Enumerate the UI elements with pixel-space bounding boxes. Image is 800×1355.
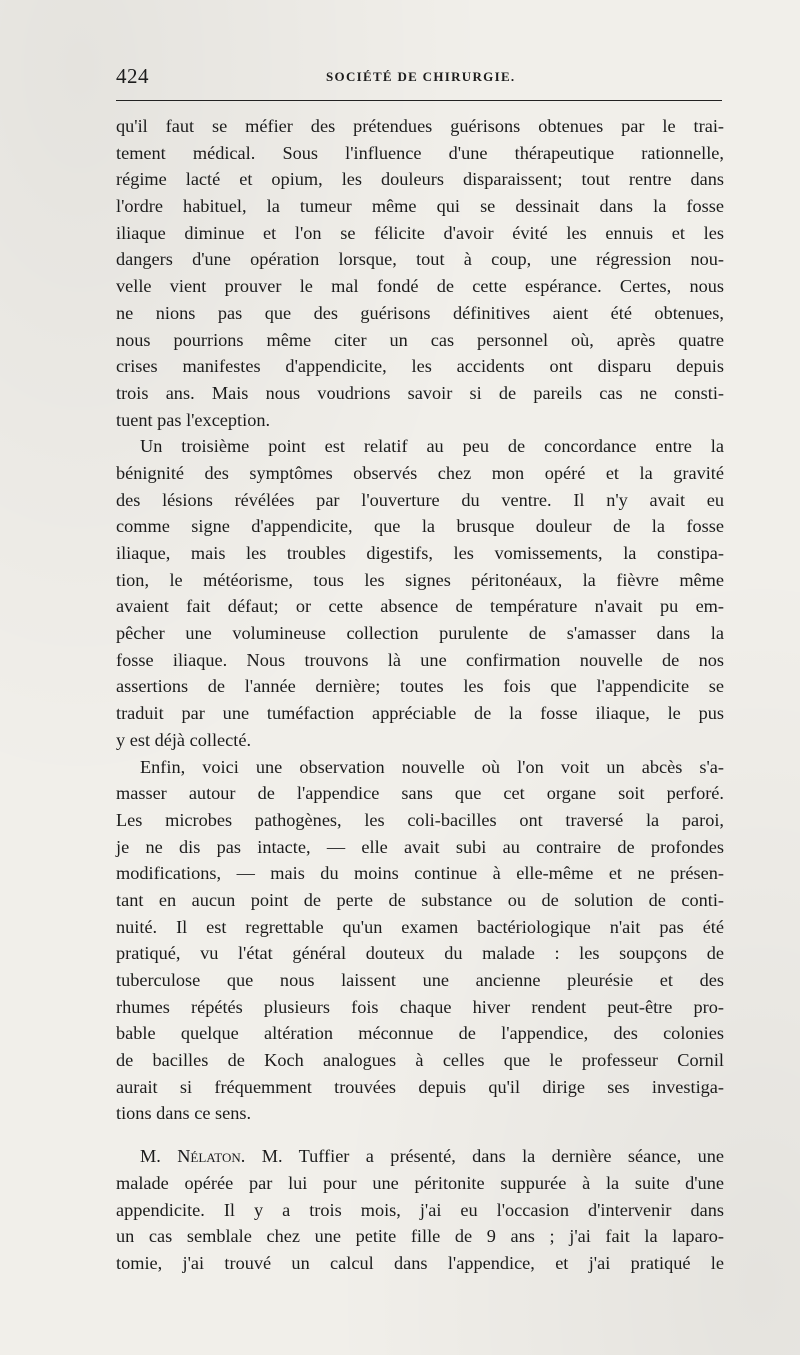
text-line: crises manifestes d'appendicite, les accidents ont disparu depuis bbox=[116, 356, 724, 377]
text-line: Enfin, voici une observation nouvelle où l'on voit un abcès s'a- bbox=[140, 756, 724, 777]
text-line: de bacilles de Koch analogues à celles que le professeur Cornil bbox=[116, 1050, 724, 1071]
text-line: Les microbes pathogènes, les coli-bacilles ont traversé la paroi, bbox=[116, 809, 724, 830]
paragraph-2 bbox=[116, 433, 724, 753]
text-line: un cas semblale chez une petite fille de 9 ans ; j'ai fait la laparo- bbox=[116, 1226, 724, 1247]
text-line: assertions de l'année dernière; toutes les fois que l'appendicite se bbox=[116, 676, 724, 697]
text-line: nous pourrions même citer un cas personnel où, après quatre bbox=[116, 329, 724, 350]
text-line bbox=[116, 1143, 724, 1170]
text-line: tuent pas l'exception. bbox=[116, 409, 271, 430]
text-line: fosse iliaque. Nous trouvons là une confirmation nouvelle de nos bbox=[116, 649, 724, 670]
text-line: pêcher une volumineuse collection purulente de s'amasser dans la bbox=[116, 623, 724, 644]
text-line: comme signe d'appendicite, que la brusque douleur de la fosse bbox=[116, 516, 724, 537]
speaker-name: M. Nélaton. bbox=[140, 1146, 246, 1167]
text-line: je ne dis pas intacte, — elle avait subi au contraire de profondes bbox=[116, 836, 724, 857]
text-line: rhumes répétés plusieurs fois chaque hiver rendent peut-être pro- bbox=[116, 996, 724, 1017]
text-line: tement médical. Sous l'influence d'une thérapeutique rationnelle, bbox=[116, 142, 724, 163]
body-text bbox=[116, 113, 724, 1277]
text-line: pratiqué, vu l'état général douteux du malade : les soupçons de bbox=[116, 943, 724, 964]
text-line: avaient fait défaut; or cette absence de température n'avait pu em- bbox=[116, 596, 724, 617]
text-line: tions dans ce sens. bbox=[116, 1103, 252, 1124]
text-line: tuberculose que nous laissent une ancienne pleurésie et des bbox=[116, 970, 724, 990]
text-line: tion, le météorisme, tous les signes péritonéaux, la fièvre même bbox=[116, 569, 724, 590]
text-line: Un troisième point est relatif au peu de concordance entre la bbox=[140, 436, 724, 457]
text-line: masser autour de l'appendice sans que cet organe soit perforé. bbox=[116, 783, 724, 804]
paragraph-1 bbox=[116, 113, 724, 433]
text-line: iliaque diminue et l'on se félicite d'avoir évité les ennuis et les bbox=[116, 222, 724, 243]
text-line: traduit par une tuméfaction appréciable de la fosse iliaque, le pus bbox=[116, 703, 724, 724]
text-line: l'ordre habituel, la tumeur même qui se dessinait dans la fosse bbox=[116, 196, 724, 217]
text-line: y est déjà collecté. bbox=[116, 729, 252, 750]
text-line: nuité. Il est regrettable qu'un examen bactériologique n'ait pas été bbox=[116, 916, 724, 937]
paragraph-3 bbox=[116, 754, 724, 1128]
section-gap bbox=[116, 1127, 724, 1143]
text-line: qu'il faut se méfier des prétendues guérisons obtenues par le trai- bbox=[116, 116, 724, 136]
text-line: trois ans. Mais nous voudrions savoir si de pareils cas ne consti- bbox=[116, 382, 724, 403]
page-header bbox=[116, 62, 722, 92]
text-line: malade opérée par lui pour une péritonite suppurée à la suite d'une bbox=[116, 1172, 724, 1193]
text-line: ne nions pas que des guérisons définitives aient été obtenues, bbox=[116, 302, 724, 323]
text-line: dangers d'une opération lorsque, tout à coup, une régression nou- bbox=[116, 249, 724, 270]
text-line: bable quelque altération méconnue de l'appendice, des colonies bbox=[116, 1023, 724, 1044]
text-line: iliaque, mais les troubles digestifs, les vomissements, la constipa- bbox=[116, 543, 724, 563]
text-line: velle vient prouver le mal fondé de cette espérance. Certes, nous bbox=[116, 276, 724, 297]
text-line: modifications, — mais du moins continue à elle-même et ne présen- bbox=[116, 863, 724, 884]
header-rule bbox=[116, 100, 722, 101]
text-line: bénignité des symptômes observés chez mon opéré et la gravité bbox=[116, 462, 724, 483]
text-line: régime lacté et opium, les douleurs disparaissent; tout rentre dans bbox=[116, 169, 724, 190]
text-line: des lésions révélées par l'ouverture du ventre. Il n'y avait eu bbox=[116, 489, 724, 510]
speaker-text: M. Tuffier a présenté, dans la dernière séance, une bbox=[261, 1146, 725, 1167]
text-line: tant en aucun point de perte de substance ou de solution de conti- bbox=[116, 889, 724, 910]
text-line: tomie, j'ai trouvé un calcul dans l'appendice, et j'ai pratiqué le bbox=[116, 1252, 724, 1273]
page-number: 424 bbox=[116, 64, 149, 88]
text-line: appendicite. Il y a trois mois, j'ai eu l'occasion d'intervenir dans bbox=[116, 1199, 724, 1220]
running-head: SOCIÉTÉ DE CHIRURGIE. bbox=[326, 69, 516, 84]
text-line: aurait si fréquemment trouvées depuis qu'il dirige ses investiga- bbox=[116, 1076, 724, 1097]
paragraph-4 bbox=[116, 1143, 724, 1276]
